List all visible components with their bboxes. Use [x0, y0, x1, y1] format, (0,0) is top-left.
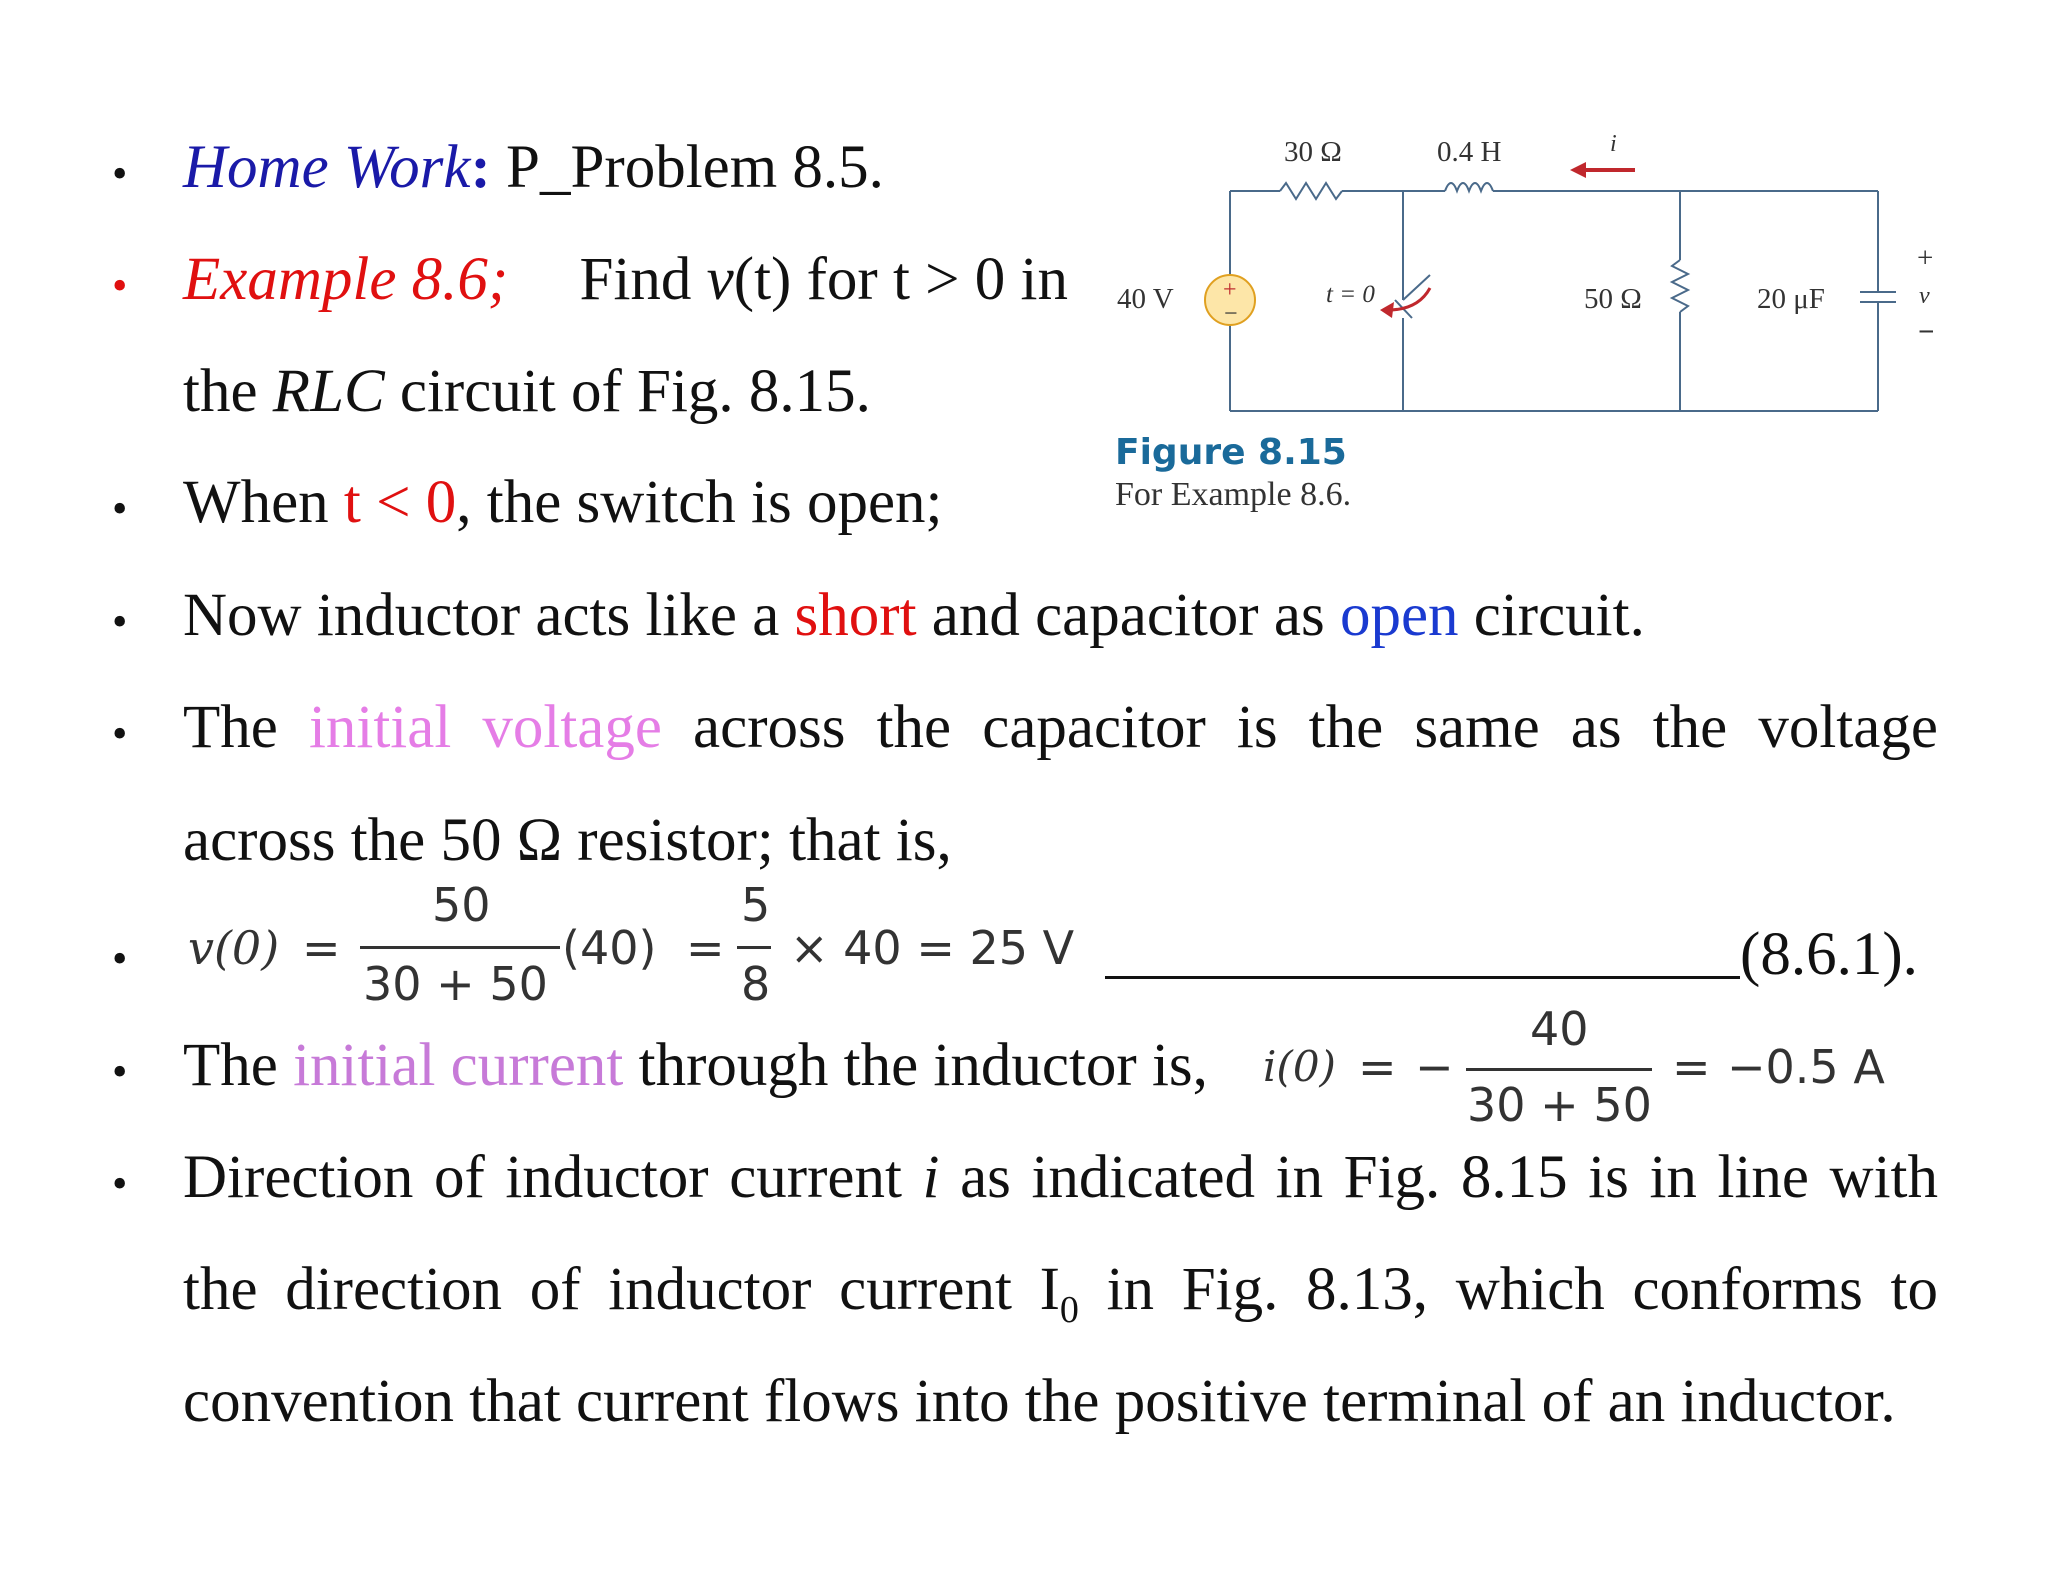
c20-label: 20 μF — [1757, 283, 1825, 315]
bullet-dot: • — [112, 1159, 128, 1208]
homework-text: P_Problem 8.5. — [490, 134, 884, 201]
homework-line — [183, 134, 884, 201]
slide: • Home Work: P_Problem 8.5. • Example 8.6; Find v(t) for t > 0 in the RLC circuit of Fig. 8.15. • When t < 0, the switch is open; • Now inductor acts like a short and capacitor as open circuit. • The initial voltage across the capacitor is the same as the voltage across the 50 Ω resistor; that is, • v(0) = 50 30 + 50 (40) = 5 8 × 40 = 25 V (8.6.1). • The initial current through the inductor is, i(0) = − 40 30 + 50 = −0.5 A • Direction of inductor current i as indicated in Fig. 8.15 is in line with the direction of inductor current $I_0$ in Fig. 8.13, which conforms to convention that current flows into the positive terminal of an inductor. 30 Ω 0.4 H i 40 V + − t = 0 50 Ω 20 μF + v − Figure 8.15 For Example 8.6. — [0, 0, 2048, 1582]
direction-line-2: the direction of inductor current $I_0$ in Fig. 8.13, which conforms to — [183, 1256, 1939, 1332]
figure-caption: For Example 8.6. — [1115, 476, 1352, 513]
example-label: Example 8.6; — [183, 246, 509, 313]
bullet-dot: • — [112, 261, 128, 310]
circuit-diagram — [1100, 120, 1960, 420]
current-arrow-icon — [1570, 162, 1586, 178]
i-label: i — [1610, 131, 1617, 157]
equation-ref: (8.6.1). — [1740, 921, 1918, 988]
t0-label: t = 0 — [1326, 281, 1375, 308]
initial-current-line: The initial current through the inductor is, — [183, 1032, 1208, 1099]
r50-label: 50 Ω — [1584, 283, 1642, 315]
l04-label: 0.4 H — [1437, 136, 1502, 168]
example-line-2: the RLC circuit of Fig. 8.15. — [183, 358, 871, 425]
source-minus: − — [1224, 301, 1238, 327]
initial-voltage-line-2: across the 50 Ω resistor; that is, — [183, 807, 952, 874]
bullet-dot: • — [112, 709, 128, 758]
example-line-1 — [183, 246, 1068, 313]
plus-label: + — [1917, 242, 1934, 274]
bullet-dot: • — [112, 597, 128, 646]
homework-colon: : — [470, 134, 491, 201]
direction-line-3: convention that current flows into the positive terminal of an inductor. — [183, 1368, 1896, 1435]
v40-label: 40 V — [1117, 283, 1174, 315]
circuit-figure — [1100, 120, 1960, 520]
bullet-dot: • — [112, 484, 128, 533]
r30-label: 30 Ω — [1284, 136, 1342, 168]
bullet-dot: • — [112, 1047, 128, 1096]
bullet-dot: • — [112, 934, 128, 983]
source-plus: + — [1223, 277, 1237, 303]
figure-title: Figure 8.15 — [1115, 432, 1347, 473]
homework-label: Home Work — [183, 134, 471, 201]
example-text: Find v(t) for t > 0 in — [579, 246, 1068, 313]
initial-voltage-line-1: The initial voltage across the capacitor is the same as the voltage — [183, 694, 1938, 761]
bullet-dot: • — [112, 149, 128, 198]
v-label: v — [1919, 283, 1930, 309]
switch-open-line: When t < 0, the switch is open; — [183, 469, 943, 536]
minus-label: − — [1918, 316, 1935, 348]
equation-underline — [1105, 976, 1740, 979]
short-open-line: Now inductor acts like a short and capacitor as open circuit. — [183, 582, 1645, 649]
direction-line-1: Direction of inductor current i as indicated in Fig. 8.15 is in line with — [183, 1144, 1938, 1211]
